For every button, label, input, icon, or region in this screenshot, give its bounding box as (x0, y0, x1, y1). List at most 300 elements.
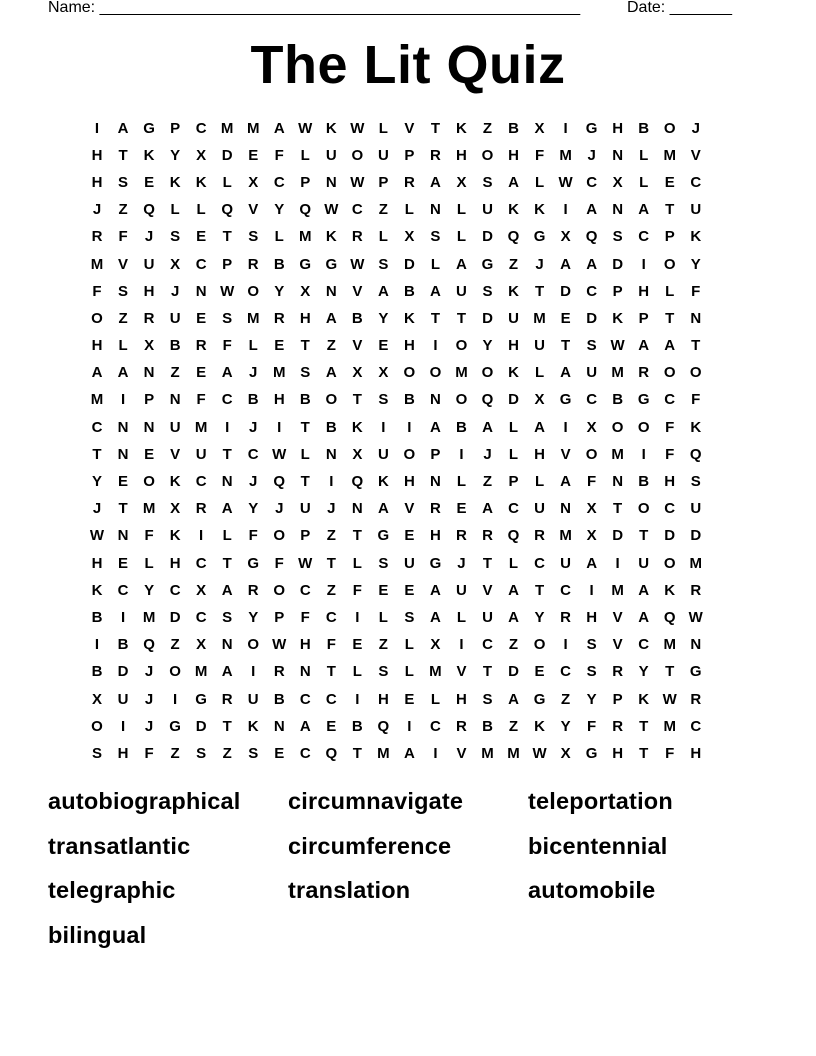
grid-letter: L (118, 337, 128, 355)
page-title: The Lit Quiz (250, 35, 566, 95)
grid-letter: J (249, 473, 258, 491)
grid-letter: L (456, 228, 467, 246)
grid-letter: C (195, 554, 207, 572)
grid-letter: A (221, 500, 233, 518)
grid-letter: A (221, 663, 233, 681)
grid-letter: K (377, 473, 389, 491)
grid-letter: Z (560, 690, 571, 708)
grid-letter: A (430, 581, 441, 599)
grid-letter: G (689, 663, 702, 681)
grid-letter: K (247, 717, 259, 735)
grid-letter: A (117, 119, 129, 137)
grid-letter: K (534, 717, 545, 735)
grid-letter: U (299, 500, 311, 518)
grid-letter: L (404, 201, 414, 219)
grid-letter: E (456, 500, 467, 518)
grid-letter: A (117, 364, 129, 382)
grid-letter: O (273, 581, 286, 599)
grid-letter: X (456, 173, 467, 191)
grid-letter: M (194, 663, 208, 681)
grid-letter: I (329, 473, 334, 491)
grid-letter: N (169, 391, 181, 409)
grid-letter: C (299, 581, 311, 599)
grid-letter: T (665, 201, 675, 219)
grid-letter: C (169, 581, 181, 599)
grid-letter: A (508, 608, 519, 626)
grid-row (84, 251, 736, 278)
grid-letter: I (563, 636, 568, 654)
grid-letter: A (508, 173, 519, 191)
grid-letter: X (352, 445, 363, 463)
grid-letter: I (407, 418, 412, 436)
grid-letter: U (325, 146, 337, 164)
grid-letter: K (690, 418, 702, 436)
grid-letter: M (611, 364, 624, 382)
grid-letter: E (404, 527, 415, 545)
grid-letter: O (91, 309, 103, 327)
grid-letter: K (195, 173, 207, 191)
grid-letter: Q (663, 608, 676, 626)
grid-letter: A (430, 418, 441, 436)
word-list-item: automobile (528, 877, 656, 904)
grid-letter: W (298, 554, 313, 572)
name-field-label: Name: ______________________________________________________ (48, 0, 581, 16)
grid-letter: I (459, 636, 464, 654)
grid-letter: G (637, 391, 650, 409)
grid-letter: B (91, 608, 103, 626)
grid-letter: X (560, 744, 571, 762)
grid-letter: J (483, 445, 492, 463)
grid-letter: C (560, 581, 571, 599)
grid-letter: T (326, 554, 336, 572)
grid-letter: L (639, 146, 649, 164)
grid-letter: B (638, 473, 650, 491)
grid-letter: T (300, 418, 310, 436)
grid-letter: K (403, 309, 415, 327)
grid-letter: P (664, 228, 675, 246)
grid-letter: N (299, 663, 311, 681)
grid-letter: B (508, 119, 519, 137)
grid-letter: N (690, 309, 702, 327)
grid-letter: N (117, 418, 129, 436)
grid-letter: Y (274, 201, 285, 219)
word-list-item: circumnavigate (288, 788, 464, 815)
grid-letter: N (560, 500, 571, 518)
grid-letter: V (352, 282, 363, 300)
grid-letter: C (195, 255, 207, 273)
grid-letter: X (170, 255, 181, 273)
grid-letter: E (378, 581, 389, 599)
grid-row (84, 686, 736, 713)
grid-letter: R (247, 255, 259, 273)
grid-letter: B (91, 663, 103, 681)
grid-letter: R (482, 527, 493, 545)
grid-letter: T (222, 717, 232, 735)
grid-letter: U (456, 581, 467, 599)
grid-letter: K (325, 119, 337, 137)
grid-letter: I (355, 690, 360, 708)
grid-letter: R (195, 500, 207, 518)
grid-letter: T (691, 337, 701, 355)
grid-letter: U (169, 309, 181, 327)
grid-letter: M (220, 119, 234, 137)
grid-letter: Y (586, 690, 597, 708)
grid-letter: W (220, 282, 235, 300)
grid-letter: V (456, 663, 467, 681)
grid-letter: S (222, 309, 233, 327)
grid-letter: O (169, 663, 181, 681)
word-list-item: teleportation (528, 788, 673, 815)
grid-letter: S (612, 228, 623, 246)
word-list-item: telegraphic (48, 877, 176, 904)
grid-letter: G (377, 527, 390, 545)
grid-letter: Z (170, 364, 180, 382)
grid-letter: H (534, 445, 545, 463)
grid-letter: R (143, 309, 155, 327)
grid-row (84, 414, 736, 441)
grid-letter: M (142, 608, 156, 626)
grid-letter: M (611, 445, 624, 463)
grid-letter: S (482, 173, 493, 191)
grid-letter: E (274, 744, 285, 762)
grid-letter: L (378, 119, 388, 137)
grid-letter: L (430, 690, 440, 708)
grid-letter: O (351, 146, 364, 164)
grid-letter: R (247, 581, 259, 599)
grid-letter: M (663, 146, 676, 164)
grid-letter: C (195, 608, 207, 626)
grid-letter: F (274, 146, 284, 164)
grid-letter: M (611, 581, 624, 599)
grid-letter: U (638, 554, 650, 572)
grid-letter: S (378, 391, 389, 409)
grid-letter: J (587, 146, 596, 164)
grid-row (84, 577, 736, 604)
grid-letter: A (586, 255, 598, 273)
grid-letter: H (508, 146, 519, 164)
grid-letter: U (117, 690, 129, 708)
grid-letter: J (691, 119, 700, 137)
grid-letter: R (690, 690, 702, 708)
grid-letter: L (404, 636, 414, 654)
grid-letter: H (664, 473, 676, 491)
grid-row (84, 523, 736, 550)
grid-letter: B (638, 119, 650, 137)
grid-letter: L (352, 554, 362, 572)
grid-letter: Q (481, 391, 494, 409)
grid-row (84, 278, 736, 305)
grid-letter: I (225, 418, 230, 436)
word-list-row (48, 868, 768, 913)
grid-letter: M (142, 500, 156, 518)
grid-letter: S (586, 636, 597, 654)
grid-letter: L (534, 173, 545, 191)
grid-letter: L (404, 663, 414, 681)
grid-letter: Y (482, 337, 493, 355)
grid-letter: H (612, 744, 624, 762)
grid-letter: B (117, 636, 129, 654)
grid-letter: H (377, 690, 389, 708)
grid-letter: Z (222, 744, 232, 762)
grid-letter: I (563, 119, 568, 137)
grid-letter: S (170, 228, 181, 246)
grid-letter: V (404, 119, 415, 137)
grid-letter: U (169, 418, 181, 436)
grid-letter: V (560, 445, 571, 463)
grid-letter: O (91, 717, 103, 735)
grid-letter: O (455, 391, 468, 409)
grid-letter: O (143, 473, 155, 491)
grid-letter: Y (248, 500, 259, 518)
grid-letter: E (274, 337, 285, 355)
grid-letter: K (638, 690, 650, 708)
grid-letter: R (430, 146, 441, 164)
grid-letter: L (508, 418, 519, 436)
grid-letter: G (533, 690, 546, 708)
grid-letter: X (612, 173, 623, 191)
grid-letter: X (430, 636, 441, 654)
grid-letter: F (144, 527, 154, 545)
grid-letter: C (221, 391, 233, 409)
grid-letter: S (690, 473, 701, 491)
grid-letter: Q (143, 201, 155, 219)
grid-letter: D (560, 282, 571, 300)
grid-letter: F (587, 473, 597, 491)
grid-letter: J (249, 418, 258, 436)
grid-letter: A (91, 364, 103, 382)
grid-letter: S (196, 744, 207, 762)
grid-letter: O (455, 337, 468, 355)
grid-letter: O (689, 364, 702, 382)
grid-letter: I (433, 337, 438, 355)
grid-letter: X (196, 581, 207, 599)
grid-letter: Q (585, 228, 598, 246)
grid-letter: U (195, 445, 207, 463)
grid-letter: S (378, 255, 389, 273)
grid-letter: A (586, 201, 598, 219)
grid-letter: I (407, 717, 412, 735)
word-list-item: autobiographical (48, 788, 241, 815)
grid-letter: H (143, 282, 155, 300)
grid-letter: P (404, 146, 415, 164)
grid-letter: U (456, 282, 467, 300)
grid-letter: I (459, 445, 464, 463)
grid-letter: J (144, 717, 154, 735)
grid-letter: M (689, 554, 702, 572)
grid-letter: I (120, 717, 126, 735)
grid-row (84, 740, 736, 767)
grid-letter: K (91, 581, 103, 599)
grid-letter: D (221, 146, 233, 164)
grid-letter: F (248, 527, 258, 545)
grid-letter: B (612, 391, 624, 409)
grid-letter: R (560, 608, 571, 626)
grid-letter: T (222, 228, 232, 246)
grid-letter: L (430, 255, 440, 273)
grid-letter: K (508, 201, 519, 219)
grid-letter: C (586, 391, 598, 409)
grid-letter: L (534, 473, 545, 491)
grid-letter: S (222, 608, 233, 626)
grid-letter: R (456, 527, 467, 545)
grid-letter: J (249, 364, 258, 382)
grid-letter: J (170, 282, 180, 300)
grid-letter: M (481, 744, 494, 762)
grid-letter: M (272, 364, 286, 382)
grid-letter: E (248, 146, 259, 164)
grid-letter: F (665, 418, 675, 436)
grid-row (84, 115, 736, 142)
grid-letter: O (429, 364, 442, 382)
grid-letter: I (251, 663, 256, 681)
grid-row (84, 632, 736, 659)
grid-letter: A (221, 581, 233, 599)
grid-letter: E (144, 445, 155, 463)
grid-letter: D (664, 527, 676, 545)
grid-letter: U (534, 500, 545, 518)
grid-letter: K (325, 228, 337, 246)
grid-letter: G (585, 744, 598, 762)
grid-letter: J (327, 500, 336, 518)
grid-letter: V (118, 255, 129, 273)
grid-letter: X (560, 228, 571, 246)
grid-letter: A (664, 337, 676, 355)
grid-letter: T (639, 744, 649, 762)
grid-letter: I (589, 581, 594, 599)
grid-letter: V (352, 337, 363, 355)
grid-letter: C (586, 173, 598, 191)
grid-letter: Y (560, 717, 571, 735)
grid-letter: D (690, 527, 702, 545)
grid-letter: C (273, 173, 285, 191)
grid-letter: E (118, 554, 129, 572)
grid-letter: M (559, 527, 572, 545)
grid-letter: A (377, 500, 389, 518)
grid-row (84, 550, 736, 577)
grid-letter: O (585, 445, 598, 463)
grid-letter: V (404, 500, 415, 518)
grid-row (84, 604, 736, 631)
grid-letter: T (222, 445, 232, 463)
grid-letter: U (377, 445, 389, 463)
grid-letter: T (534, 581, 545, 599)
grid-letter: X (586, 418, 597, 436)
grid-letter: V (456, 744, 467, 762)
grid-letter: Y (92, 473, 103, 491)
grid-letter: Q (507, 228, 520, 246)
grid-letter: Q (221, 201, 233, 219)
grid-letter: N (143, 418, 155, 436)
grid-letter: T (456, 309, 467, 327)
grid-letter: X (378, 364, 389, 382)
grid-letter: Y (378, 309, 389, 327)
grid-letter: A (456, 255, 467, 273)
grid-letter: T (222, 554, 232, 572)
grid-letter: M (559, 146, 572, 164)
grid-letter: S (482, 282, 493, 300)
grid-letter: H (91, 173, 103, 191)
grid-letter: O (663, 364, 676, 382)
grid-letter: C (690, 173, 702, 191)
grid-letter: T (560, 337, 571, 355)
word-search-grid (84, 115, 736, 768)
grid-letter: Z (378, 201, 388, 219)
grid-letter: M (533, 309, 546, 327)
grid-letter: A (638, 581, 650, 599)
grid-letter: I (615, 554, 620, 572)
grid-letter: Z (170, 636, 180, 654)
grid-letter: B (169, 337, 181, 355)
grid-row (84, 468, 736, 495)
grid-letter: E (560, 309, 571, 327)
grid-letter: Y (274, 282, 285, 300)
grid-letter: B (299, 391, 311, 409)
grid-letter: W (89, 527, 105, 545)
grid-letter: Y (534, 608, 545, 626)
grid-letter: J (92, 201, 102, 219)
grid-letter: W (688, 608, 703, 626)
grid-letter: T (613, 500, 623, 518)
grid-letter: X (352, 364, 363, 382)
grid-letter: M (429, 663, 442, 681)
grid-letter: C (534, 554, 545, 572)
grid-letter: U (508, 309, 519, 327)
grid-row (84, 496, 736, 523)
grid-letter: N (612, 473, 624, 491)
grid-letter: T (326, 663, 336, 681)
grid-letter: G (247, 554, 260, 572)
grid-letter: F (691, 391, 701, 409)
grid-letter: G (169, 717, 181, 735)
grid-letter: D (508, 663, 519, 681)
grid-letter: A (508, 690, 519, 708)
grid-letter: P (222, 255, 233, 273)
grid-letter: H (638, 282, 650, 300)
grid-row (84, 305, 736, 332)
grid-letter: L (170, 201, 180, 219)
grid-letter: X (404, 228, 415, 246)
grid-letter: I (94, 636, 100, 654)
grid-row (84, 713, 736, 740)
grid-letter: I (199, 527, 204, 545)
grid-letter: N (430, 391, 441, 409)
grid-letter: I (433, 744, 438, 762)
grid-letter: G (533, 228, 546, 246)
grid-letter: R (91, 228, 103, 246)
grid-letter: T (430, 119, 440, 137)
grid-row (84, 142, 736, 169)
grid-letter: K (169, 173, 181, 191)
grid-letter: L (196, 201, 206, 219)
grid-letter: A (560, 473, 571, 491)
grid-letter: P (612, 690, 623, 708)
grid-letter: X (92, 690, 103, 708)
grid-letter: B (351, 717, 363, 735)
grid-letter: C (664, 391, 676, 409)
grid-letter: C (586, 282, 598, 300)
grid-letter: P (612, 282, 623, 300)
grid-letter: L (508, 554, 519, 572)
grid-letter: S (248, 228, 259, 246)
date-field-label: Date: _______ (627, 0, 732, 16)
grid-letter: O (481, 146, 494, 164)
grid-letter: X (196, 146, 207, 164)
grid-letter: T (352, 391, 362, 409)
grid-letter: C (195, 119, 207, 137)
grid-letter: H (91, 554, 103, 572)
grid-letter: I (355, 608, 360, 626)
grid-letter: H (273, 391, 285, 409)
